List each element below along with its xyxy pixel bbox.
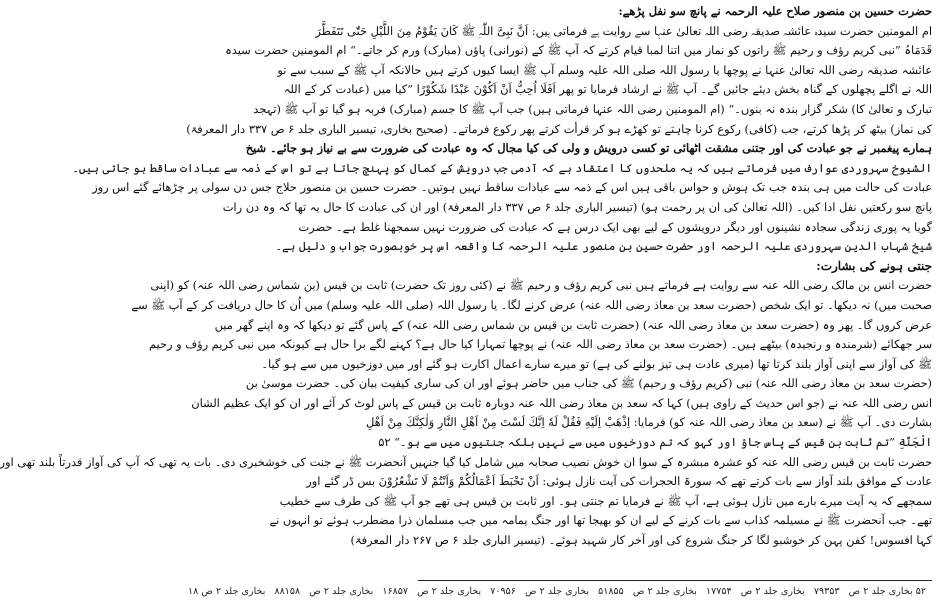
footnote-item: ۵۴ بخاری جلد ۲ ص ۵۱۸ xyxy=(598,586,732,597)
text-line: عادت کے موافق بلند آواز سے بات کرتے تھے کہ سورۃ الحجرات کی آیت نازل ہوئی: اَنْ تَحْبَطَ اَعْمَالُكُمْ وَاَنْتُمْ لَا تَشْعُرُوْنَ بس ڈر گئے اور xyxy=(306,474,932,489)
subsection-heading: جنتی ہونے کی بشارت: xyxy=(816,258,932,273)
text-line: حضرت انس بن مالک رضی اللہ عنہ سے روایت ہے فرماتے ہیں نبی کریم رؤف و رحیم ﷺ نے (کئی روز تک حضرت) ثابت بن قیس (بن شماس رضی اللہ عنہ) کو (اپنی xyxy=(150,278,932,293)
text-line: کہا افسوس! کفن پہن کر خوشبو لگا کر جنگ شروع کی اور آخر کار شہید ہوئے۔ (تیسیر الباری جلد ۶ ص ۲۶۷ دار المعرفۃ) xyxy=(350,533,932,548)
footnote-item: ۵۳ بخاری جلد ۲ ص ۱۷۷ xyxy=(705,586,840,597)
text-line: ﷺ کی آواز سے اپنی آواز بلند کرتا تھا (میری عادت ہی تیز بولنے کی ہے) تو میرے سارے اعمال اکارت ہو گئے اور میں دوزخیوں میں سے ہو گیا۔ xyxy=(261,356,932,371)
text-line: عرض کروں گا۔ پھر وہ (حضرت سعد بن معاذ رضی اللہ عنہ) (حضرت ثابت بن قیس بن شماس رضی اللہ عنہ) کے پاس گئے تو دیکھا کہ وہ اپنے گھر میں xyxy=(214,317,932,332)
text-line: کی نماز) بیٹھ کر پڑھا کرتے، جب (کافی) رکوع کرنا چاہتے تو کھڑے ہو کر قرأت کرتے پھر رکوع فرماتے۔ (صحیح بخاری، تیسیر الباری جلد ۶ ص ۳۳۷ دار المعرفۃ) xyxy=(186,121,932,136)
footnote-divider xyxy=(418,580,932,581)
text-line: الْجَنَّةِ ”تم ثابت بن قیس کے پاس جاؤ اور کہو کہ تم دوزخیوں میں سے نہیں بلکہ جنتیوں میں سے ہو۔“ ۵۲ xyxy=(378,435,932,450)
text-line: ام المومنین حضرت سیدہ عائشہ صدیقہ رضی اللہ تعالیٰ عنہا سے روایت ہے فرماتی ہیں: اَنَّ نَبِیَّ اللّٰہِ ﷺ کَانَ یَقُوْمُ مِنَ اللَّیْلِ حَتّٰی تَتَفَطَّرَ xyxy=(315,23,932,38)
text-line: انس رضی اللہ عنہ نے (جو اس حدیث کے راوی ہیں) کہا کہ سعد بن معاذ رضی اللہ عنہ دوبارہ ثابت بن قیس کے پاس لوٹ کر آئے اور ان کو ایک عظیم الشان xyxy=(191,395,932,410)
text-line: شیخ شہاب الدین سہروردی علیہ الرحمہ اور حضرت حسین بن منصور علیہ الرحمہ کا واقعہ اس پر خوبصورت جواب و دلیل ہے۔ xyxy=(275,239,932,254)
text-line: الشیوخ سہروردی عوارف میں فرماتے ہیں کہ یہ ملحدوں کا اعتقاد ہے کہ آدمی جب درویش کے کمال کو پہنچ جاتا ہے تو اس کے ذمہ سے عبادات ساقط ہو جاتی ہیں۔ xyxy=(72,160,932,175)
footnotes xyxy=(188,583,932,601)
text-line: حضرت ثابت بن قیس رضی اللہ عنہ کو عشرہ مبشرہ کے سوا ان خوش نصیب صحابہ میں شامل کیا گیا جنہیں آنحضرت ﷺ نے جنت کی خوشخبری دی۔ بات یہ تھی کہ آپ کی آواز قدرتاً بلند تھی اور xyxy=(0,454,932,469)
text-line: پانچ سو رکعتیں نفل ادا کیں۔ (اللہ تعالیٰ کی ان پر رحمت ہو) (تیسیر الباری جلد ۶ ص ۳۳۷ دار المعرفۃ) اور ان کی عبادت کا حال یہ تھا کہ وہ دن رات xyxy=(222,199,932,214)
footnote-item: ۵۲ بخاری جلد ۲ ص ۷۹۳ xyxy=(813,586,926,597)
text-line: گویا یہ پوری زندگی سجادہ نشینوں اور دیگر درویشوں کے لیے بھی ایک درس ہے کہ عبادت کی ضرورت نہیں سمجھنا غلط ہے۔ حضرت xyxy=(298,219,932,234)
text-line: عبادت کی حالت میں ہی بندہ جب تک ہوش و حواس باقی ہیں اس کے ذمہ سے عبادات ساقط نہیں ہوتیں۔ حضرت حسین بن منصور حلاج جس دن سولی پر چڑھائے گئے اس روز xyxy=(92,180,932,195)
text-line: تھے۔ جب آنحضرت ﷺ نے مسیلمہ کذاب سے بات کرنے کے لیے ان کو بھیجا تھا اور جنگ یمامہ میں جب مسلمان ذرا مضطرب ہوئے تو انہوں نے xyxy=(269,513,932,528)
text-line: (حضرت سعد بن معاذ رضی اللہ عنہ) نبی (کریم رؤف و رحیم) ﷺ کی جناب میں حاضر ہوئے اور ان کی ساری کیفیت بیان کی۔ حضرت موسیٰ بن xyxy=(245,376,932,391)
text-line: تبارک و تعالیٰ کا) شکر گزار بندہ نہ بنوں۔“ (ام المومنین رضی اللہ عنہا فرماتی ہیں) جب آپ ﷺ کا جسم (مبارک) فربہ ہو گیا تو آپ ﷺ (تہجد xyxy=(253,101,932,116)
text-line: صحبت میں) نہ دیکھا۔ تو ایک شخص (حضرت سعد بن معاذ رضی اللہ عنہ) عرض کرنے لگا۔ یا رسول اللہ (صلی اللہ علیہ وسلم) میں اُن کا حال دریافت کر کے آپ ﷺ سے xyxy=(131,297,932,312)
text-line: اللہ نے اگلے پچھلوں کے گناہ بخش دیئے جائیں گے۔ آپ ﷺ نے ارشاد فرمایا تو پھر اَفَلَا اُحِبُّ اَنْ اَکُوْنَ عَبْدًا شَکُوْرًا ”کیا میں (عبادت کر کے اللہ xyxy=(283,82,932,97)
section-heading: حضرت حسین بن منصور صلاح علیہ الرحمہ نے پانچ سو نفل پڑھے: xyxy=(618,4,932,18)
text-line: ہمارے پیغمبر نے جو عبادت کی اور جتنی مشقت اٹھائی تو کسی درویش و ولی کی کیا مجال کہ وہ عبادت کی ضرورت سے بے نیاز ہو جائے۔ شیخ xyxy=(245,141,932,156)
body-text xyxy=(0,2,932,551)
footnote-item: ۵۶ بخاری جلد ۲ ص ۱۶۸ xyxy=(382,586,516,597)
text-line: سمجھے کہ یہ آیت میرے بارے میں نازل ہوئی ہے، آپ ﷺ نے فرمایا تم جنتی ہو۔ اور ثابت بن قیس ہی تھے جو آپ ﷺ کی طرف سے خطیب xyxy=(279,493,932,508)
text-line: بشارت دی۔ آپ ﷺ نے (سعد بن معاذ رضی اللہ عنہ کو) فرمایا: اِذْهَبْ اِلَیْهِ فَقُلْ لَهٗ اِنَّكَ لَسْتَ مِنْ اَهْلِ النَّارِ وَلٰكِنَّكَ مِنْ اَهْلِ xyxy=(366,415,932,430)
footnote-item: ۵۷ بخاری جلد ۲ ص ۸۸۱ xyxy=(274,586,409,597)
text-line: قَدَمَاہُ ”نبی کریم رؤف و رحیم ﷺ راتوں کو نماز میں اتنا لمبا قیام کرتے کہ آپ ﷺ کے (نورانی) پاؤں (مبارک) ورم کر جاتے۔“ ام المومنین حضرت سیدہ xyxy=(225,43,932,58)
text-line: عائشہ صدیقہ رضی اللہ تعالیٰ عنہا نے پوچھا یا رسول اللہ صلی اللہ علیہ وسلم آپ ﷺ ایسا کیوں کرتے ہیں حالانکہ آپ ﷺ کے سبب سے تو xyxy=(277,62,932,77)
text-line: سر جھکائے (شرمندہ و رنجیدہ) بیٹھے ہیں۔ (حضرت سعد بن معاذ رضی اللہ عنہ) نے پوچھا تمہارا کیا حال ہے؟ کہنے لگے برا حال ہے کیونکہ میں نبی کریم رؤف و رحیم xyxy=(148,337,932,352)
footnote-item: ۵۸ بخاری جلد ۲ ص ۱۸ xyxy=(188,586,301,597)
footnote-item: ۵۵ بخاری جلد ۲ ص ۷۰۹ xyxy=(490,586,624,597)
